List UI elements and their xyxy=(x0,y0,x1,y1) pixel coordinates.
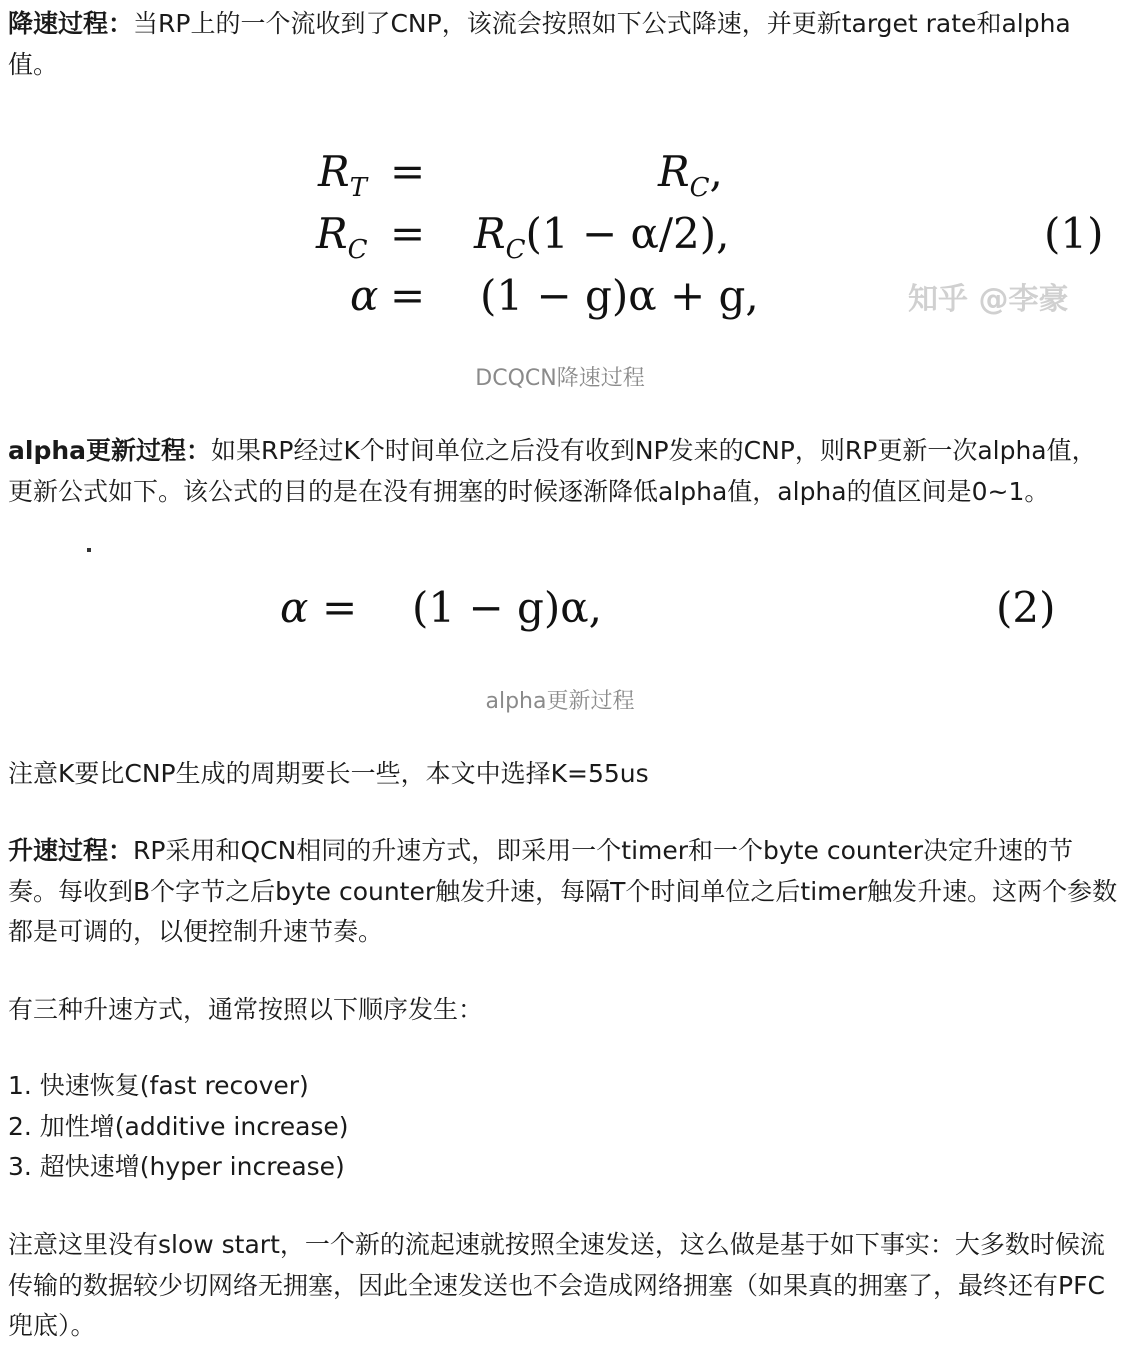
note-slow-start: 注意这里没有slow start，一个新的流起速就按照全速发送，这么做是基于如下事实：大多数时候流传输的数据较少切网络无拥塞，因此全速发送也不会造成网络拥塞（如果真的拥塞了，最终还有PFC兜底）。 xyxy=(8,1230,1105,1340)
speedup-paragraph xyxy=(8,831,1120,953)
slowdown-paragraph xyxy=(8,4,1120,85)
eq1-row2-lhs: $R_C$ xyxy=(316,209,368,265)
eq2-number: (2) xyxy=(996,583,1056,632)
speedup-text: RP采用和QCN相同的升速方式，即采用一个timer和一个byte counter决定升速的节奏。每收到B个字节之后byte counter触发升速，每隔T个时间单位之后timer触发升速。这两个参数都是可调的，以便控制升速节奏。 xyxy=(8,836,1118,946)
alpha-update-paragraph xyxy=(8,431,1120,512)
stray-dot xyxy=(87,548,91,552)
note-k: 注意K要比CNP生成的周期要长一些，本文中选择K=55us xyxy=(8,759,649,788)
list-item: 1. 快速恢复(fast recover) xyxy=(8,1071,309,1100)
eq1-caption: DCQCN降速过程 xyxy=(475,366,645,391)
eq1-row2-rhs: $R_C(1 - \alpha/2)$, xyxy=(474,209,730,265)
speedup-heading: 升速过程： xyxy=(8,836,134,865)
slowdown-heading: 降速过程： xyxy=(8,9,134,38)
list-item: 2. 加性增(additive increase) xyxy=(8,1111,349,1141)
eq2-eq: = xyxy=(322,583,358,632)
alpha-update-heading: alpha更新过程： xyxy=(8,436,212,465)
alpha-update-text: 如果RP经过K个时间单位之后没有收到NP发来的CNP，则RP更新一次alpha值，更新公式如下。该公式的目的是在没有拥塞的时候逐渐降低alpha值，alpha的值区间是0~1。 xyxy=(8,436,1097,506)
slowdown-text: 当RP上的一个流收到了CNP，该流会按照如下公式降速，并更新target rate和alpha值。 xyxy=(8,9,1071,79)
eq1-row2-eq: = xyxy=(390,209,426,258)
eq2-lhs: α xyxy=(280,583,309,632)
eq2-caption: alpha更新过程 xyxy=(485,689,635,714)
eq1-row1-eq: = xyxy=(390,147,426,196)
zhihu-watermark: 知乎 @李豪 xyxy=(908,282,1069,317)
three-ways-intro: 有三种升速方式，通常按照以下顺序发生： xyxy=(8,995,484,1024)
list-item: 3. 超快速增(hyper increase) xyxy=(8,1152,345,1181)
eq1-row3-eq: = xyxy=(390,271,426,320)
eq1-row3-rhs: (1 − g)α + g, xyxy=(480,271,759,320)
eq1-row1-lhs: $R_T$ xyxy=(318,147,367,203)
eq1-row1-rhs: $R_C$, xyxy=(658,147,723,203)
eq1-row3-lhs: α xyxy=(350,271,379,320)
eq1-number: (1) xyxy=(1044,209,1104,258)
speedup-list xyxy=(8,1066,1120,1188)
eq2-rhs: (1 − g)α, xyxy=(412,583,602,632)
